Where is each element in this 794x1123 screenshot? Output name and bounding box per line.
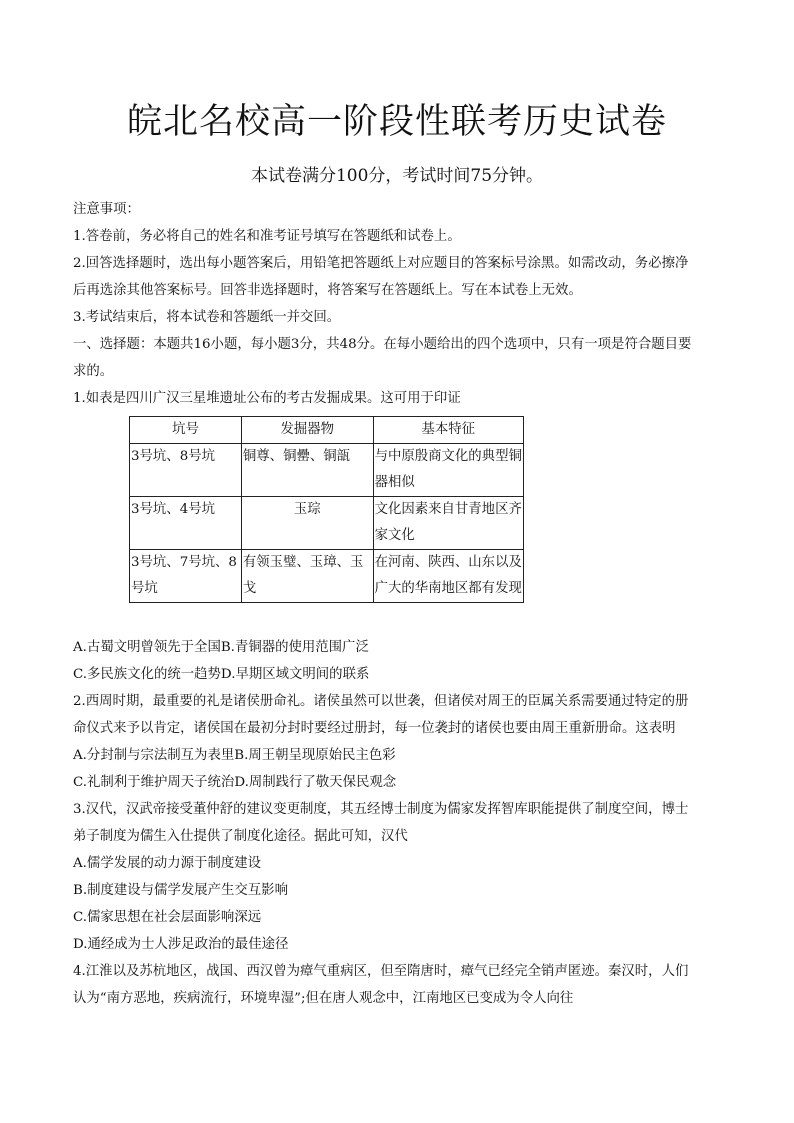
question-2-stem: 命仪式来予以肯定，诸侯国在最初分封时要经过册封，每一位袭封的诸侯也要由周王重新册命。这表明 [73,721,676,736]
notes-block [73,196,733,412]
question-4-stem: 认为“南方恶地，疾病流行，环境卑湿”;但在唐人观念中，江南地区已变成为令人向往 [73,991,574,1006]
section-heading-line: 求的。 [73,364,114,379]
question-2-option: A.分封制与宗法制互为表里B.周王朝呈现原始民主色彩 [73,748,396,763]
question-3-option: D.通经成为士人涉足政治的最佳途径 [73,937,289,952]
exam-title: 皖北名校高一阶段性联考历史试卷 [126,102,667,142]
question-3-option: B.制度建设与儒学发展产生交互影响 [73,883,288,898]
question-1-option: C.多民族文化的统一趋势D.早期区域文明间的联系 [73,667,370,682]
table-cell: 有领玉璧、玉璋、玉戈 [241,550,373,603]
question-2-stem: 2.西周时期，最重要的礼是诸侯册命礼。诸侯虽然可以世袭，但诸侯对周王的臣属关系需要通过特定的册 [73,694,689,709]
section-heading-line: 一、选择题：本题共16小题，每小题3分，共48分。在每小题给出的四个选项中，只有一项是符合题目要 [73,337,692,352]
question-3-option: A.儒学发展的动力源于制度建设 [73,856,262,871]
table-cell: 文化因素来自甘青地区齐家文化 [373,497,523,550]
table-row [130,497,524,550]
question-2-option: C.礼制利于维护周天子统治D.周制践行了敬天保民观念 [73,775,397,790]
question-1-option: A.古蜀文明曾领先于全国B.青铜器的使用范围广泛 [73,640,369,655]
table-row [130,550,524,603]
question-1-stem: 1.如表是四川广汉三星堆遗址公布的考古发掘成果。这可用于印证 [73,391,461,406]
table-header-cell: 基本特征 [373,417,523,444]
question-3-stem: 3.汉代，汉武帝接受董仲舒的建议变更制度，其五经博士制度为儒家发挥智库职能提供了制度空间，博士 [73,802,689,817]
table-cell: 3号坑、7号坑、8号坑 [130,550,242,603]
notes-line: 1.答卷前，务必将自己的姓名和准考证号填写在答题纸和试卷上。 [73,229,461,244]
question-3-stem: 弟子制度为儒生入仕提供了制度化途径。据此可知，汉代 [73,829,408,844]
table-header-row [130,417,524,444]
table-cell: 在河南、陕西、山东以及广大的华南地区都有发现 [373,550,523,603]
questions-block [73,634,733,1012]
question-3-option: C.儒家思想在社会层面影响深远 [73,910,262,925]
table-header-cell: 坑号 [130,417,242,444]
table-row [130,444,524,497]
notes-heading: 注意事项： [73,202,140,217]
table-cell: 铜尊、铜罍、铜瓿 [241,444,373,497]
notes-line: 3.考试结束后，将本试卷和答题纸一并交回。 [73,310,341,325]
table-cell: 玉琮 [241,497,373,550]
notes-line: 后再选涂其他答案标号。回答非选择题时，将答案写在答题纸上。写在本试卷上无效。 [73,283,582,298]
exam-subtitle: 本试卷满分100分，考试时间75分钟。 [250,166,544,186]
table-header-cell: 发掘器物 [241,417,373,444]
notes-line: 2.回答选择题时，选出每小题答案后，用铅笔把答题纸上对应题目的答案标号涂黑。如需改动，务必擦净 [73,256,689,271]
table-cell: 3号坑、8号坑 [130,444,242,497]
table-cell: 3号坑、4号坑 [130,497,242,550]
table-cell: 与中原殷商文化的典型铜器相似 [373,444,523,497]
excavation-table [129,416,524,603]
question-4-stem: 4.江淮以及苏杭地区，战国、西汉曾为瘴气重病区，但至隋唐时，瘴气已经完全销声匿迹。秦汉时，人们 [73,964,689,979]
